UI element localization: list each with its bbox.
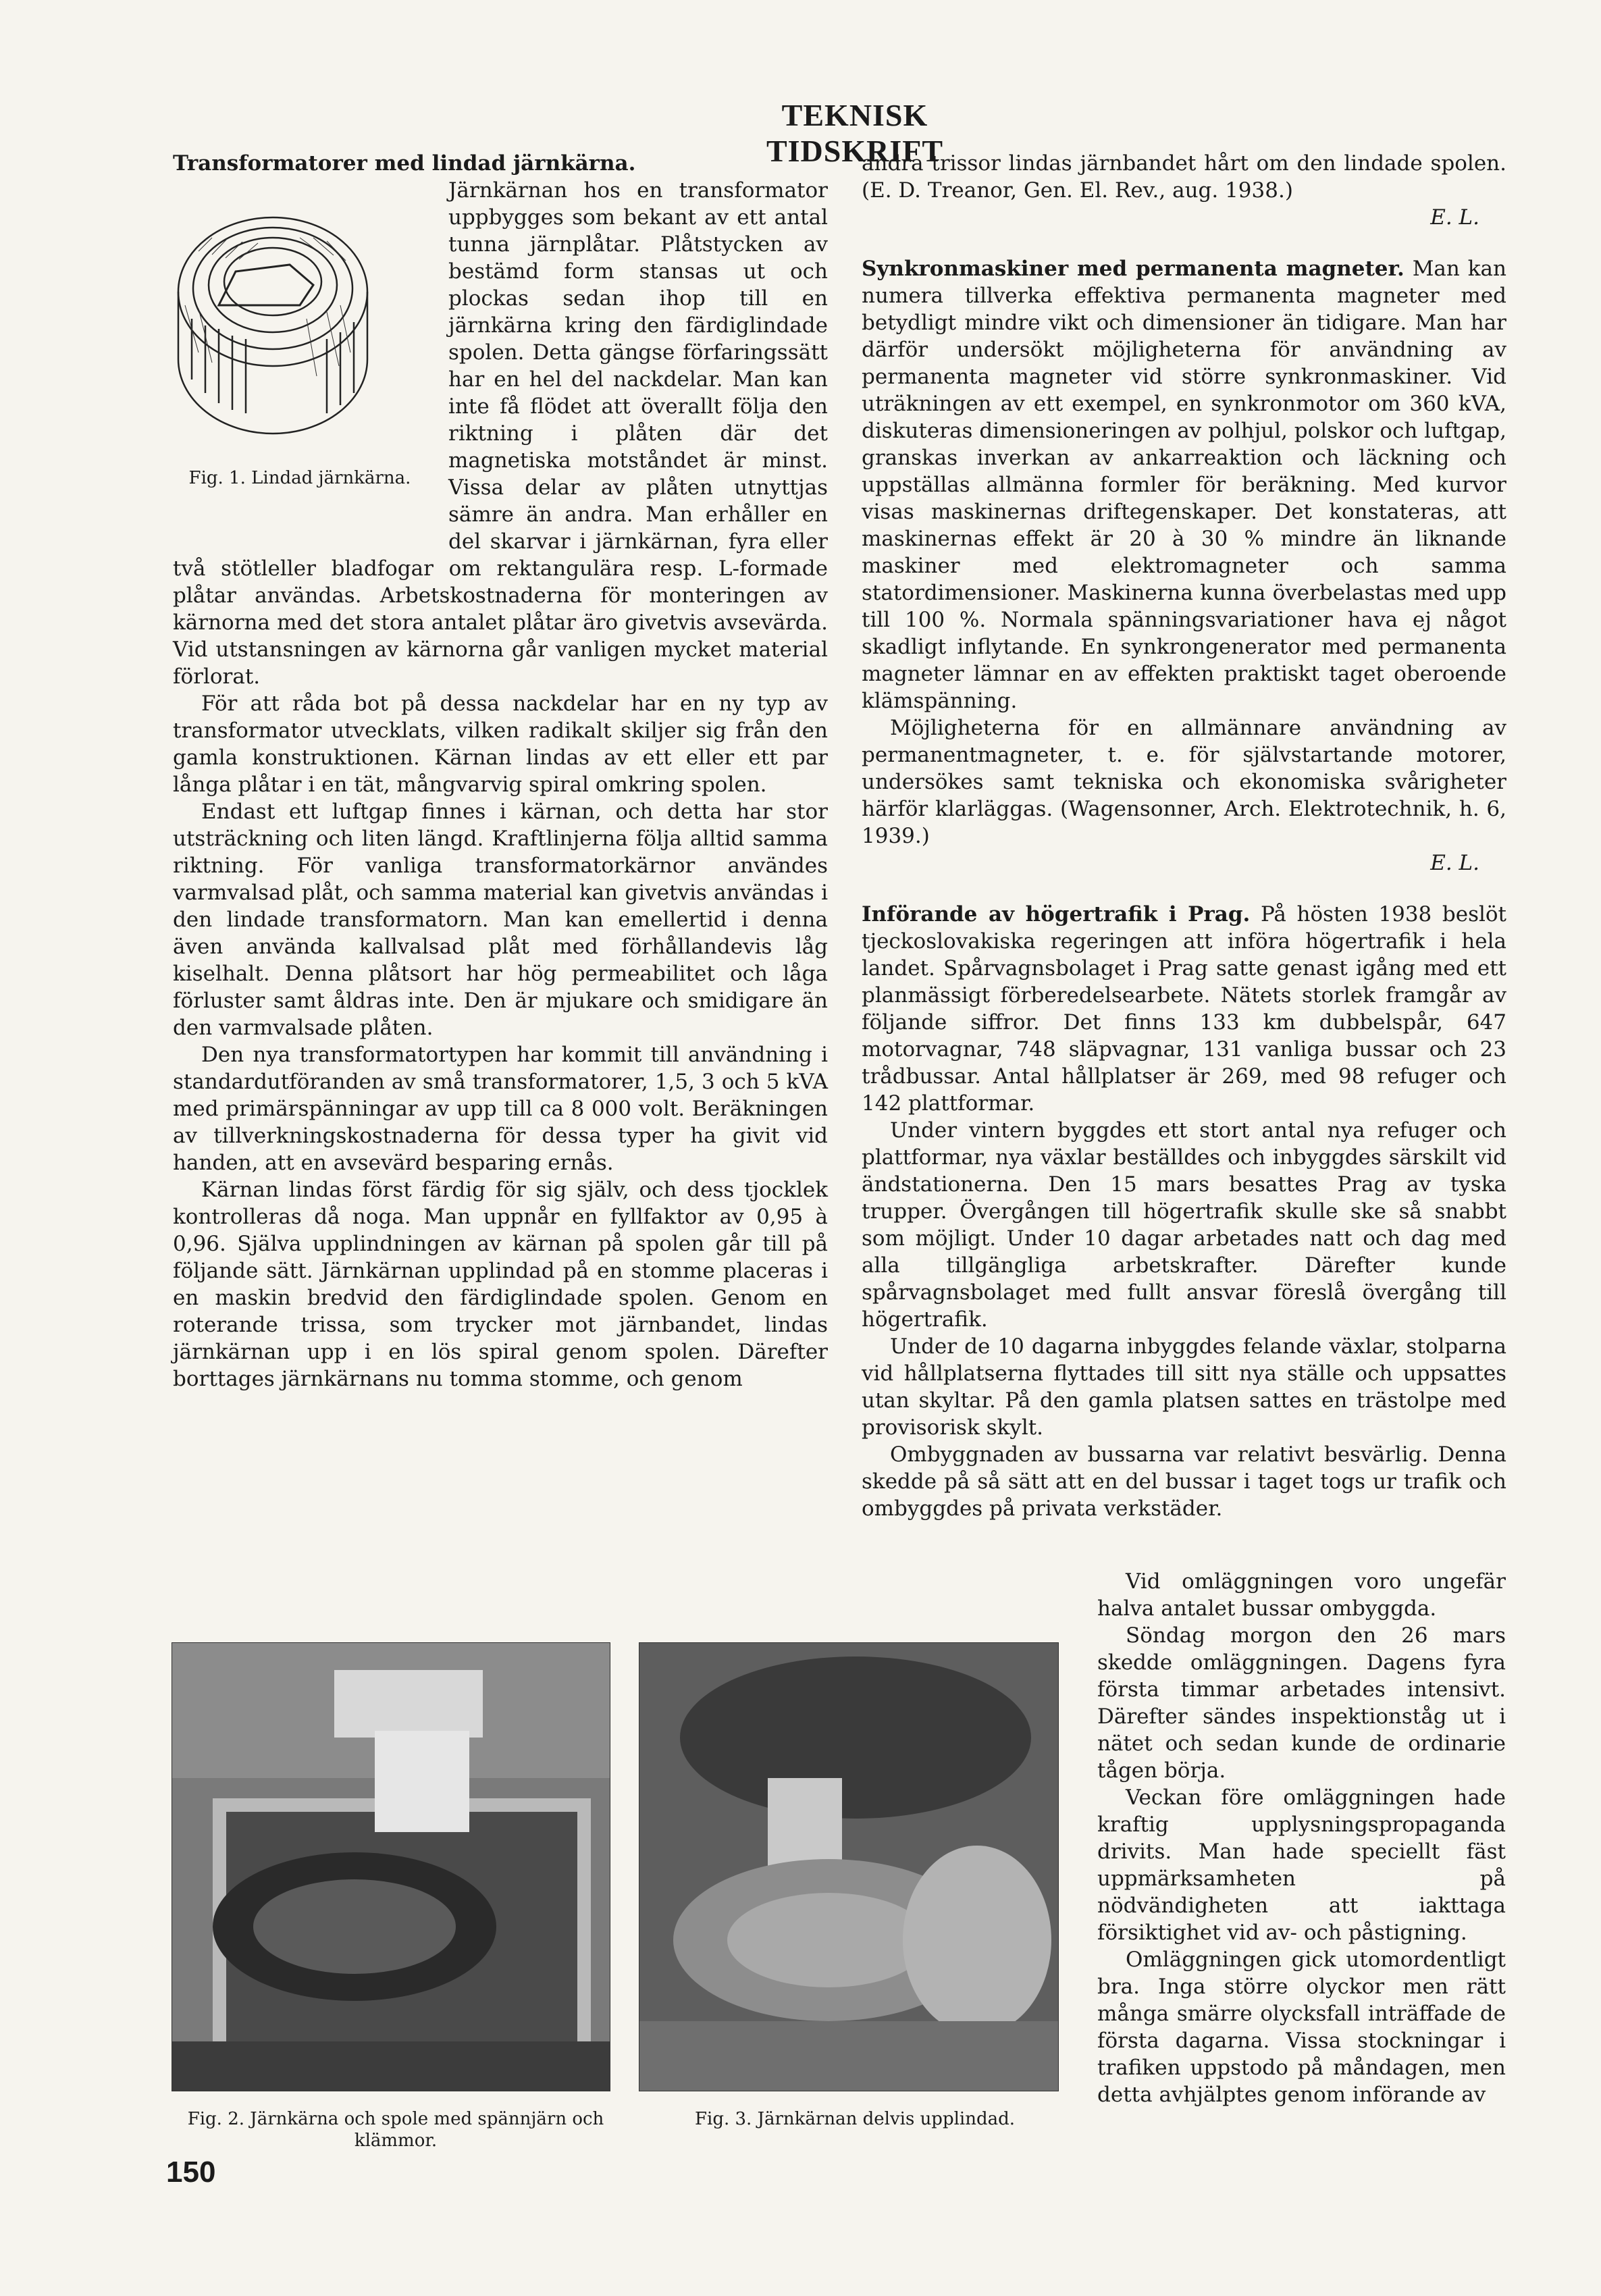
article3-paragraph-3: Under de 10 dagarna inbyggdes felande växlar, stolparna vid hållplatserna flyttades till sitt nya ställe och uppsattes utan skyltar. På den gamla platsen sattes en trästolpe med provisorisk skylt. xyxy=(862,1334,1506,1440)
article1-paragraph-4: Den nya transformatortypen har kommit till användning i standardutföranden av små transformatorer, 1,5, 3 och 5 kVA med primärspänningar av upp till ca 8 000 volt. Beräkningen av tillverkningskostnaderna för dessa typer ha givit vid handen, att en avsevärd besparing ernås. xyxy=(173,1043,828,1175)
core-winding-photo xyxy=(639,1643,1058,2091)
figure-1 xyxy=(172,177,428,528)
article1-signature: E. L. xyxy=(1430,205,1479,230)
article1-intro xyxy=(173,150,828,177)
right-column xyxy=(862,150,1506,1522)
article3-paragraph-7: Veckan före omläggningen hade kraftig upplysningspropaganda drivits. Man hade speciellt fäst uppmärksamheten på nödvändigheten att iakttaga försiktighet vid av- och påstigning. xyxy=(1097,1785,1506,1945)
figure-3-photo xyxy=(639,1642,1059,2091)
article3-paragraph-1 xyxy=(862,901,1506,1117)
figure-2-photo xyxy=(172,1642,610,2091)
article1-paragraph-3: Endast ett luftgap finnes i kärnan, och detta har stor utsträckning och liten längd. Kraftlinjerna följa alltid samma riktning. För vanliga transformatorkärnor användes varmvalsad plåt, och samma material kan givetvis användas i den lindade transformatorn. Man kan emellertid i denna även använda kallvalsad plåt med förhållandevis låg kiselhalt. Denna plåtsort har hög permeabilitet och låga förluster samt åldras inte. Den är mjukare och smidigare än den varmvalsade plåten. xyxy=(173,800,828,1040)
article2-paragraph-2: Möjligheterna för en allmännare användning av permanentmagneter, t. e. för självstartande motorer, undersökes samt tekniska och ekonomiska svårigheter härför klarläggas. (Wagensonner, Arch. Elektrotechnik, h. 6, 1939.) xyxy=(862,716,1506,848)
article1-paragraph-2: För att råda bot på dessa nackdelar har en ny typ av transformator utvecklats, vilken radikalt skiljer sig från den gamla konstruktionen. Kärnan lindas av ett eller ett par långa plåtar i en tät, mångvarvig spiral omkring spolen. xyxy=(173,692,828,797)
coil-drawing xyxy=(172,190,421,461)
article1-paragraph-5: Kärnan lindas först färdig för sig själv, och dess tjocklek kontrolleras då noga. Man uppnår en fyllfaktor av 0,95 à 0,96. Själva upplindningen av kärnan på spolen går till på följande sätt. Järnkärnan upplindad på en stomme placeras i en maskin bredvid den färdiglindade spolen. Genom en roterande trissa, som trycker mot järnbandet, lindas järnkärnan upp i en lös spiral genom spolen. Därefter borttages järnkärnans nu tomma stomme, och genom xyxy=(173,1178,828,1391)
article1-paragraph-6: andra trissor lindas järnbandet hårt om den lindade spolen. (E. D. Treanor, Gen. El. Rev., aug. 1938.) xyxy=(862,151,1506,203)
running-head: TEKNISK TIDSKRIFT xyxy=(766,98,944,168)
article3-paragraph-6: Söndag morgon den 26 mars skedde omläggningen. Dagens fyra första timmar arbetades intensivt. Därefter sändes inspektionståg ut i nätet och sedan kunde de ordinarie tågen börja. xyxy=(1097,1623,1506,1783)
article2-paragraph-1 xyxy=(862,255,1506,714)
article3-paragraph-4: Ombyggnaden av bussarna var relativt besvärlig. Denna skedde på så sätt att en del bussar i taget togs ur trafik och ombyggdes på privata verkstäder. xyxy=(862,1442,1506,1521)
left-column xyxy=(173,150,828,1392)
figure-2-caption: Fig. 2. Järnkärna och spole med spännjärn och klämmor. xyxy=(187,2109,604,2151)
article3-paragraph-8: Omläggningen gick utomordentligt bra. Inga större olyckor men rätt många smärre olycksfall inträffade de första dagarna. Vissa stockningar i trafiken uppstodo på måndagen, men detta avhjälptes genom införande av xyxy=(1097,1948,1506,2107)
figure-1-caption: Fig. 1. Lindad järnkärna. xyxy=(188,468,411,488)
article3-paragraph-2: Under vintern byggdes ett stort antal nya refuger och plattformar, nya växlar beställdes och inbyggdes särskilt vid ändstationerna. Den 15 mars besattes Prag av tyska trupper. Övergången till högertrafik skulle ske så snabbt som möjligt. Under 10 dagar arbetades natt och dag med alla tillgängliga arbetskrafter. Därefter kunde spårvagnsbolaget med fullt ansvar föreslå övergång till högertrafik. xyxy=(862,1118,1506,1332)
right-lower-column xyxy=(1097,1568,1506,2108)
article3-paragraph-5: Vid omläggningen voro ungefär halva antalet bussar ombyggda. xyxy=(1097,1569,1506,1621)
article1-paragraph-1: Järnkärnan hos en transformator uppbygges som bekant av ett antal tunna järnplåtar. Plåtstycken av bestämd form stansas ut och plockas sedan ihop till en järnkärna kring den färdiglindade spolen. Detta gängse förfaringssätt har en hel del nackdelar. Man kan inte få flödet att överallt följa den riktning i plåten där det magnetiska motståndet är minst. Vissa delar av plåten utnyttjas sämre än andra. Man erhåller en del skarvar i järnkärnan, fyra eller två stötleller bladfogar om rektangulära resp. L-formade plåtar användas. Arbetskostnaderna för monteringen av kärnorna med det stora antalet plåtar äro givetvis avsevärda. Vid utstansningen av kärnorna går vanligen mycket material förlorat. xyxy=(173,178,828,689)
figure-3-caption: Fig. 3. Järnkärnan delvis upplindad. xyxy=(694,2109,1016,2129)
article2-title: Synkronmaskiner med permanenta magneter. xyxy=(862,257,1405,281)
transformer-photo xyxy=(172,1643,610,2091)
article2-signature: E. L. xyxy=(1430,851,1479,875)
article1-title: Transformatorer med lindad järnkärna. xyxy=(173,151,636,176)
article2-text-1: Man kan numera tillverka effektiva permanenta magneter med betydligt mindre vikt och dimensioner än tidigare. Man har därför undersökt möjligheterna för användning av permanenta magneter vid större synkronmaskiner. Vid uträkningen av ett exempel, en synkronmotor om 360 kVA, diskuteras dimensioneringen av polhjul, polskor och luftgap, granskas inverkan av ankarreaktion och läckning och uppställas allmänna formler för beräkning. Med kurvor visas maskinernas driftegenskaper. Det konstateras, att maskinernas effekt är 20 à 30 % mindre än liknande maskiner med elektromagneter och samma statordimensioner. Maskinerna kunna överbelastas med upp till 100 %. Normala spänningsvariationer hava ej något skadligt inflytande. En synkrongenerator med permanenta magneter lämnar en av effekten praktiskt taget oberoende klämspänning. xyxy=(862,257,1506,713)
page-number: 150 xyxy=(166,2156,216,2189)
article3-text-1: På hösten 1938 beslöt tjeckoslovakiska regeringen att införa högertrafik i hela landet. Spårvagnsbolaget i Prag satte genast igång med ett planmässigt förberedelsearbete. Nätets storlek framgår av följande siffror. Det finns 133 km dubbelspår, 647 motorvagnar, 748 släpvagnar, 131 vanliga bussar och 23 trådbussar. Antal hållplatser är 269, med 98 refuger och 142 plattformar. xyxy=(862,902,1507,1116)
article3-title: Införande av högertrafik i Prag. xyxy=(862,902,1251,927)
